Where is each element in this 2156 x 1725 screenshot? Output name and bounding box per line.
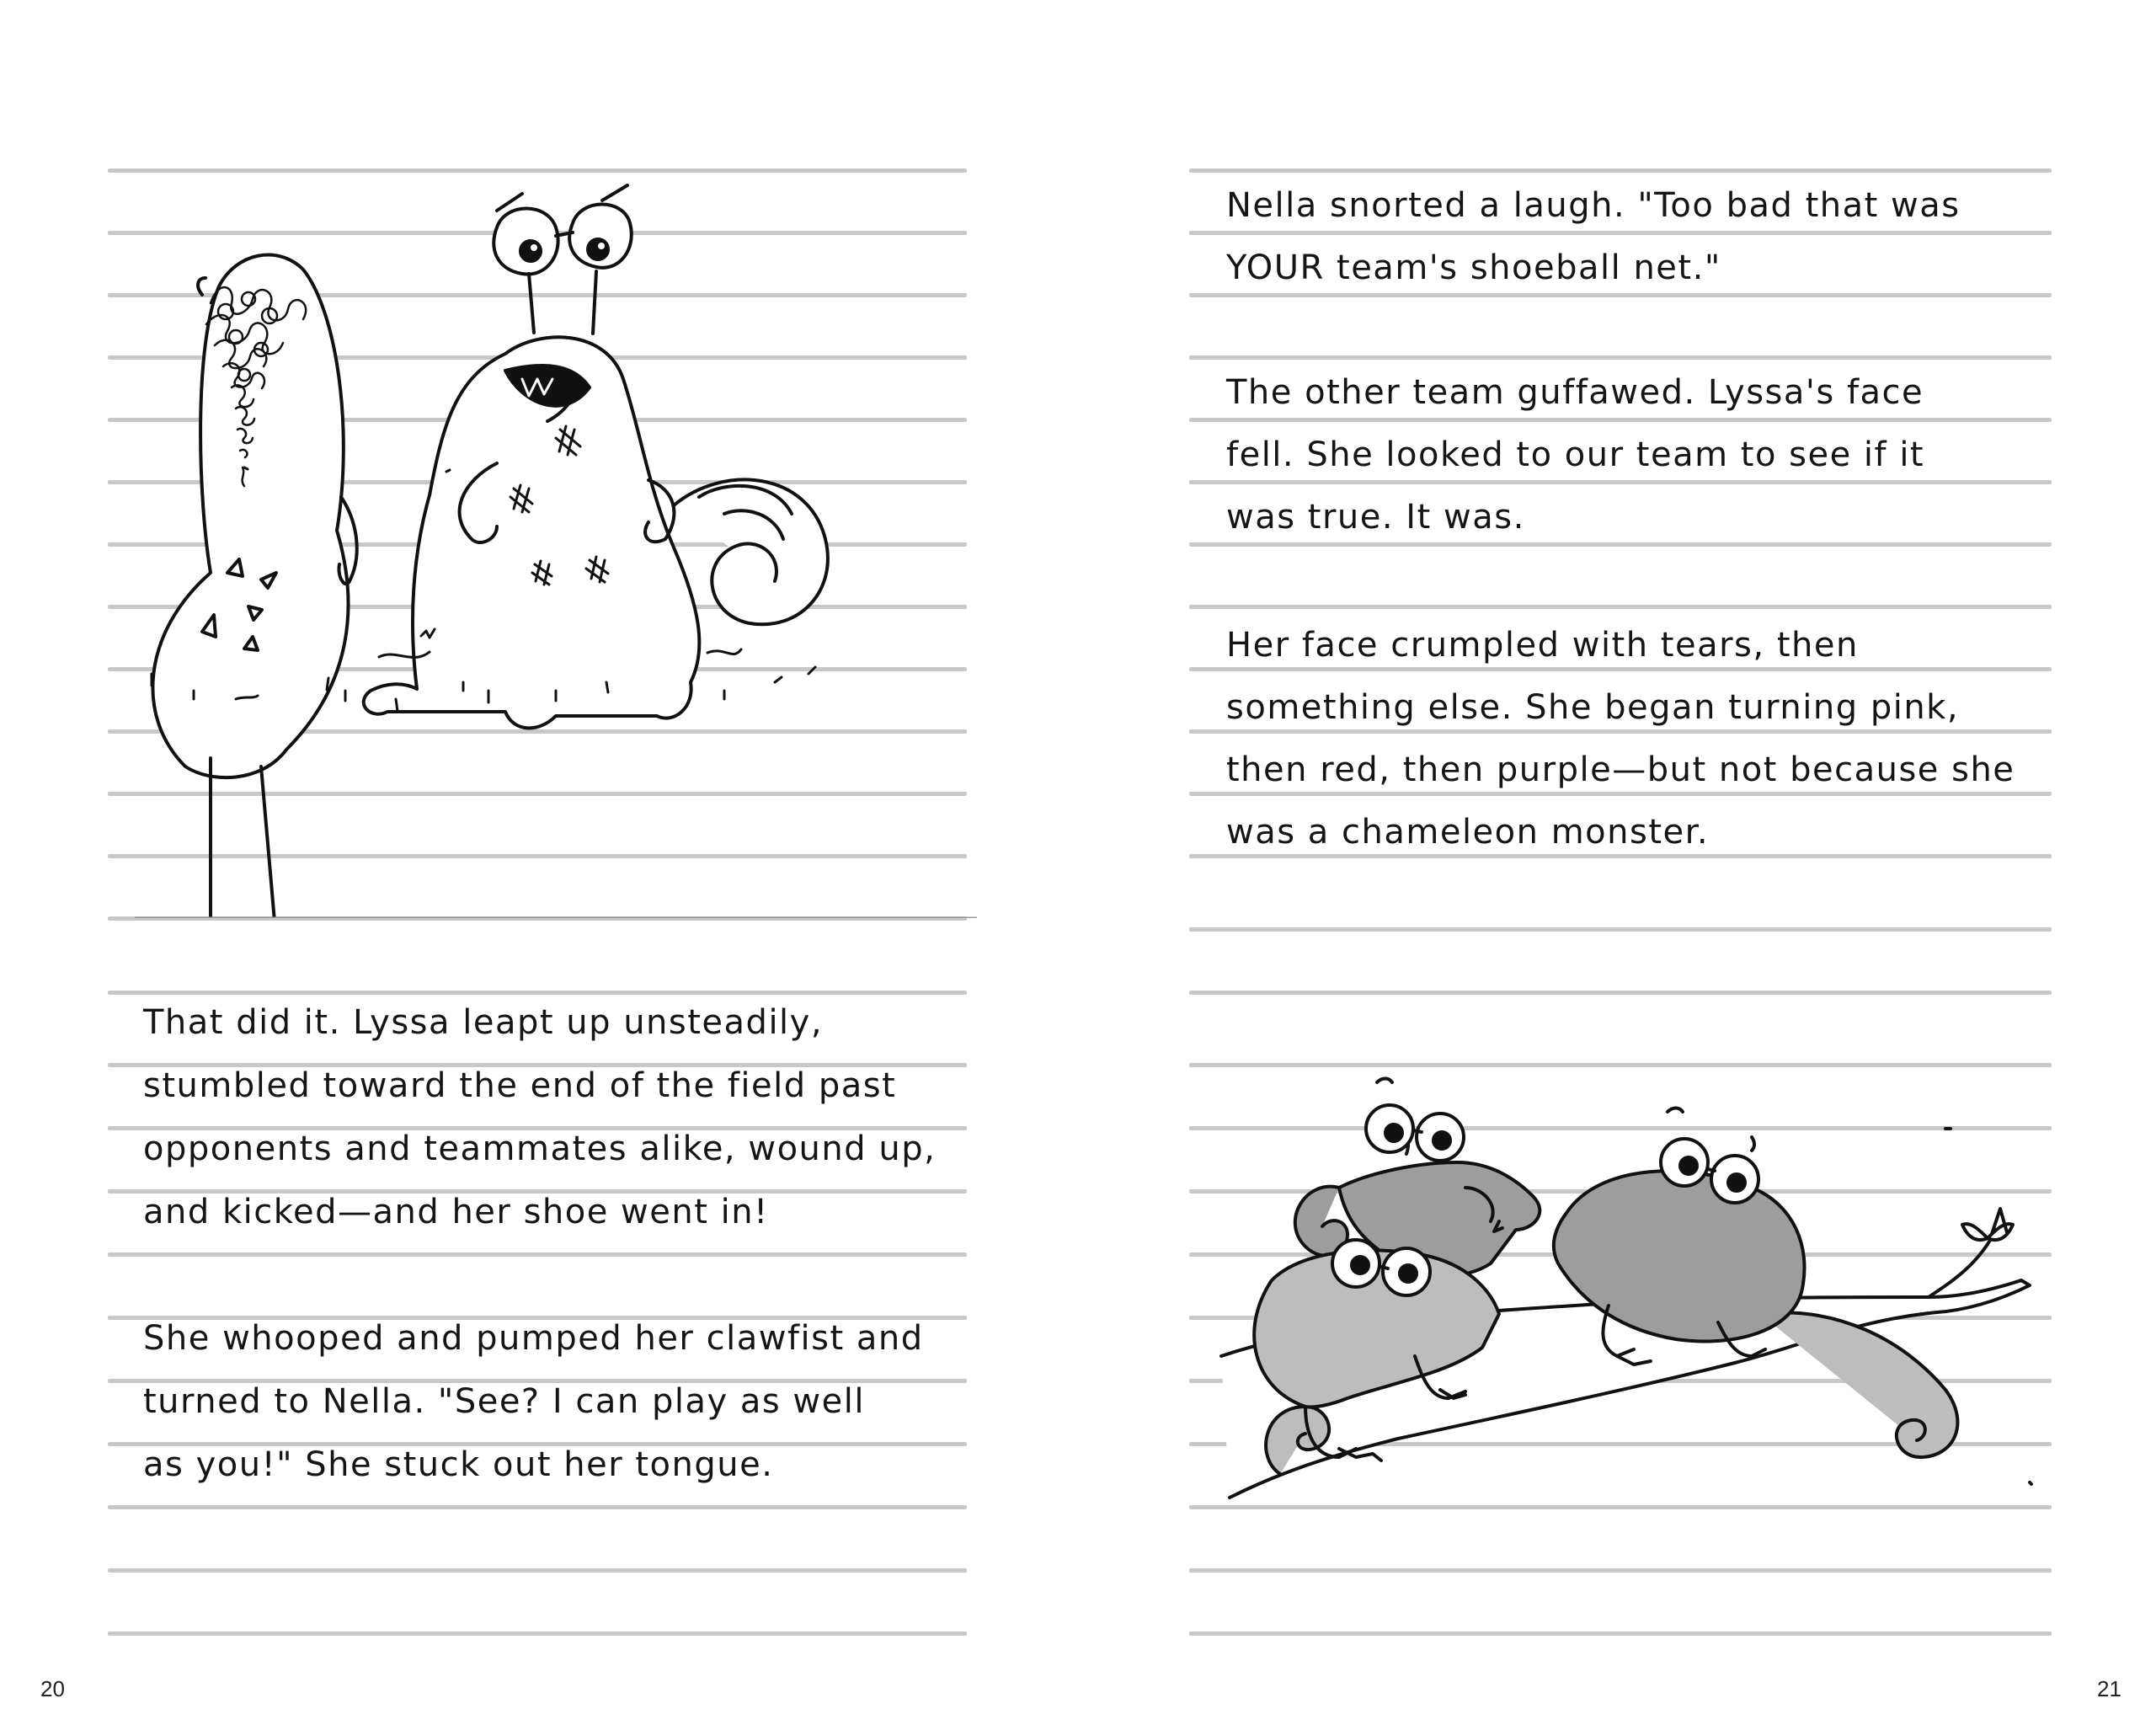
ruled-line bbox=[1189, 729, 2052, 734]
ruled-line bbox=[1189, 792, 2052, 796]
ruled-line bbox=[1189, 1632, 2052, 1636]
ruled-line bbox=[1189, 355, 2052, 360]
right-chameleon bbox=[1554, 1108, 1958, 1458]
text-line: was true. It was. bbox=[1226, 498, 1525, 537]
chameleons-illustration bbox=[1213, 1053, 2055, 1525]
text-line: and kicked—and her shoe went in! bbox=[143, 1193, 769, 1231]
ruled-line bbox=[1189, 667, 2052, 671]
text-line: The other team guffawed. Lyssa's face bbox=[1226, 373, 1924, 412]
ruled-line bbox=[1189, 168, 2052, 173]
text-line: Nella snorted a laugh. "Too bad that was bbox=[1226, 186, 1961, 225]
text-line: Her face crumpled with tears, then bbox=[1226, 626, 1859, 665]
ruled-line bbox=[1189, 293, 2052, 297]
text-line: as you!" She stuck out her tongue. bbox=[143, 1445, 774, 1484]
text-line: fell. She looked to our team to see if it bbox=[1226, 435, 1925, 474]
text-line: She whooped and pumped her clawfist and bbox=[143, 1319, 924, 1358]
back-chameleon bbox=[1295, 1079, 1540, 1277]
text-line: was a chameleon monster. bbox=[1226, 813, 1710, 852]
ruled-line bbox=[1189, 991, 2052, 995]
text-line: something else. She began turning pink, bbox=[1226, 688, 1960, 727]
text-line: opponents and teammates alike, wound up, bbox=[143, 1130, 937, 1168]
page-number: 21 bbox=[2097, 1676, 2121, 1701]
ruled-line bbox=[1189, 854, 2052, 858]
ruled-line bbox=[1189, 480, 2052, 484]
ruled-line bbox=[1189, 1568, 2052, 1573]
ruled-line bbox=[1189, 418, 2052, 422]
text-line: turned to Nella. "See? I can play as well bbox=[143, 1382, 865, 1421]
text-line: That did it. Lyssa leapt up unsteadily, bbox=[143, 1003, 824, 1042]
text-line: stumbled toward the end of the field past bbox=[143, 1066, 897, 1105]
text-line: YOUR team's shoeball net." bbox=[1226, 248, 1721, 287]
ruled-line bbox=[1189, 542, 2052, 547]
ruled-line bbox=[1189, 605, 2052, 609]
text-line: then red, then purple—but not because she bbox=[1226, 750, 2015, 789]
page-number: 20 bbox=[40, 1676, 65, 1701]
ruled-line bbox=[1189, 927, 2052, 932]
ruled-line bbox=[1189, 231, 2052, 235]
